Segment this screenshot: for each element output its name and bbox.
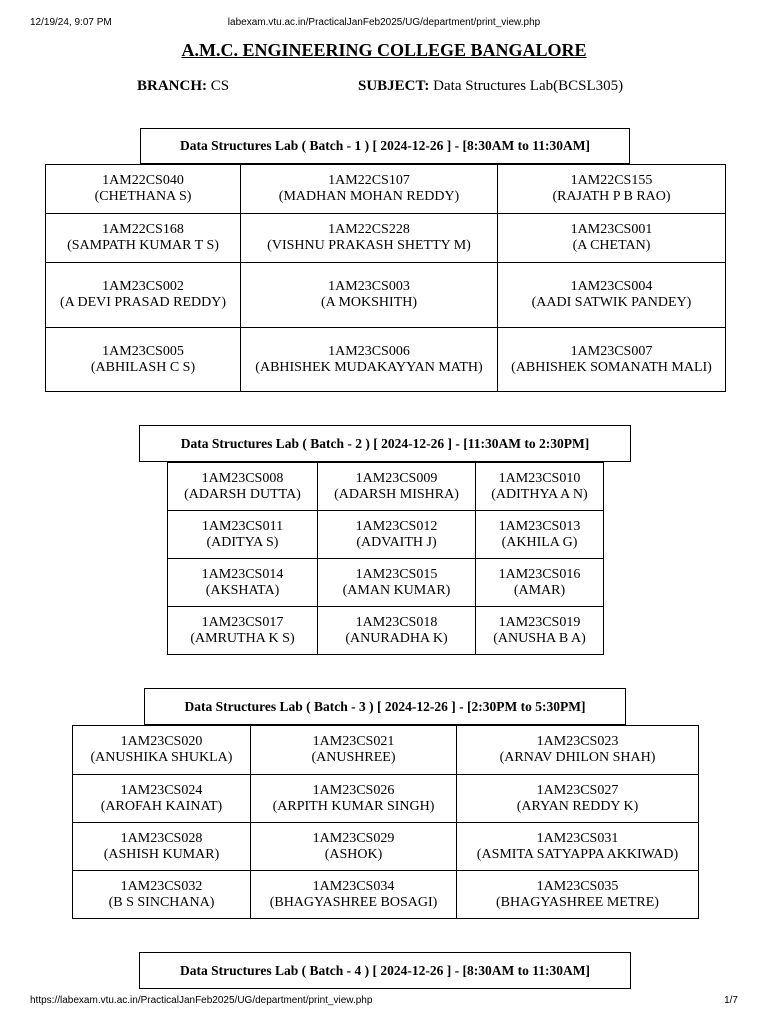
student-cell [251, 775, 457, 823]
table-row [73, 775, 699, 823]
student-cell [318, 463, 476, 511]
student-name: (MADHAN MOHAN REDDY) [278, 189, 460, 204]
student-name: (ABHISHEK SOMANATH MALI) [511, 359, 712, 375]
student-usn: 1AM23CS019 [498, 614, 581, 630]
student-name: (BHAGYASHREE BOSAGI) [269, 894, 438, 910]
student-name: (AMAR) [513, 582, 566, 598]
student-name: (RAJATH P B RAO) [552, 189, 671, 204]
batch-3-title: Data Structures Lab ( Batch - 3 ) [ 2024-12-26 ] - [2:30PM to 5:30PM] [144, 688, 626, 725]
batch-4-title: Data Structures Lab ( Batch - 4 ) [ 2024-12-26 ] - [8:30AM to 11:30AM] [139, 952, 631, 989]
student-cell [73, 871, 251, 919]
student-usn: 1AM23CS031 [536, 830, 619, 846]
student-usn: 1AM23CS004 [570, 279, 653, 294]
student-cell [476, 511, 604, 559]
student-usn: 1AM23CS017 [201, 614, 284, 630]
student-name: (AMAN KUMAR) [342, 582, 451, 598]
student-cell [241, 214, 498, 263]
student-usn: 1AM22CS040 [102, 173, 184, 188]
student-name: (AKHILA G) [501, 534, 578, 550]
student-usn: 1AM23CS024 [120, 782, 203, 798]
student-cell [251, 823, 457, 871]
student-name: (A DEVI PRASAD REDDY) [59, 295, 227, 310]
student-name: (VISHNU PRAKASH SHETTY M) [267, 238, 471, 253]
subject-value: Data Structures Lab(BCSL305) [429, 78, 624, 94]
batch-2-title: Data Structures Lab ( Batch - 2 ) [ 2024-12-26 ] - [11:30AM to 2:30PM] [139, 425, 631, 462]
student-usn: 1AM23CS018 [355, 614, 438, 630]
student-cell [318, 511, 476, 559]
student-cell [241, 263, 498, 328]
student-usn: 1AM23CS027 [536, 782, 619, 798]
student-usn: 1AM23CS016 [498, 566, 581, 582]
subject-line [358, 78, 623, 95]
student-name: (ASMITA SATYAPPA AKKIWAD) [476, 846, 679, 862]
student-cell [498, 165, 726, 214]
batch-1-table [45, 164, 726, 392]
student-usn: 1AM22CS168 [102, 222, 184, 237]
student-name: (AROFAH KAINAT) [100, 798, 223, 814]
student-cell [498, 263, 726, 328]
table-row [168, 511, 604, 559]
student-cell [168, 559, 318, 607]
student-cell [46, 263, 241, 328]
student-cell [457, 775, 699, 823]
student-name: (ABHILASH C S) [90, 359, 196, 375]
batch-3-table [72, 725, 699, 919]
table-row [168, 463, 604, 511]
table-row [46, 263, 726, 328]
table-row [73, 823, 699, 871]
student-usn: 1AM23CS011 [201, 518, 284, 534]
table-row [46, 165, 726, 214]
batch-1-title: Data Structures Lab ( Batch - 1 ) [ 2024-12-26 ] - [8:30AM to 11:30AM] [140, 128, 630, 164]
student-name: (ADARSH DUTTA) [184, 486, 301, 502]
table-row [73, 871, 699, 919]
subject-label: SUBJECT: [358, 78, 430, 94]
student-cell [251, 726, 457, 775]
student-name: (ARYAN REDDY K) [516, 798, 639, 814]
student-name: (ARNAV DHILON SHAH) [499, 750, 656, 765]
student-cell [476, 463, 604, 511]
student-name: (AMRUTHA K S) [190, 630, 295, 646]
student-usn: 1AM23CS014 [201, 566, 284, 582]
table-row [46, 214, 726, 263]
footer-url: https://labexam.vtu.ac.in/PracticalJanFeb2025/UG/department/print_view.php [30, 995, 373, 1006]
student-cell [73, 726, 251, 775]
student-cell [168, 511, 318, 559]
branch-value: CS [207, 78, 230, 94]
student-name: (ASHISH KUMAR) [103, 846, 220, 862]
student-cell [168, 607, 318, 655]
student-name: (AKSHATA) [205, 582, 280, 598]
student-cell [457, 823, 699, 871]
student-cell [241, 165, 498, 214]
table-row [168, 607, 604, 655]
student-usn: 1AM23CS029 [312, 830, 395, 846]
student-name: (SAMPATH KUMAR T S) [67, 238, 219, 253]
student-usn: 1AM23CS023 [536, 734, 619, 749]
student-name: (ANURADHA K) [345, 630, 448, 646]
table-row [168, 559, 604, 607]
student-name: (ADITHYA A N) [491, 486, 588, 502]
student-usn: 1AM23CS021 [312, 734, 395, 749]
student-name: (ANUSHA B A) [493, 630, 586, 646]
student-usn: 1AM23CS015 [355, 566, 438, 582]
student-name: (ASHOK) [324, 846, 383, 862]
student-name: (CHETHANA S) [94, 189, 192, 204]
student-cell [46, 328, 241, 392]
student-cell [46, 165, 241, 214]
student-usn: 1AM22CS228 [328, 222, 410, 237]
branch-label: BRANCH: [137, 78, 207, 94]
student-usn: 1AM23CS010 [498, 470, 581, 486]
student-cell [457, 726, 699, 775]
student-usn: 1AM23CS028 [120, 830, 203, 846]
student-cell [476, 607, 604, 655]
student-name: (ARPITH KUMAR SINGH) [272, 798, 435, 814]
student-usn: 1AM23CS026 [312, 782, 395, 798]
student-name: (B S SINCHANA) [108, 894, 215, 910]
college-title: A.M.C. ENGINEERING COLLEGE BANGALORE [181, 40, 587, 60]
student-usn: 1AM23CS007 [570, 343, 653, 359]
student-cell [318, 607, 476, 655]
student-cell [318, 559, 476, 607]
student-cell [241, 328, 498, 392]
print-header [30, 17, 738, 31]
student-usn: 1AM23CS020 [120, 734, 203, 749]
student-name: (ANUSHIKA SHUKLA) [90, 750, 233, 765]
student-usn: 1AM23CS002 [102, 279, 184, 294]
student-usn: 1AM23CS003 [328, 279, 410, 294]
student-usn: 1AM23CS005 [102, 343, 184, 359]
student-usn: 1AM23CS001 [570, 222, 653, 237]
student-usn: 1AM23CS035 [536, 878, 619, 894]
student-usn: 1AM22CS107 [328, 173, 410, 188]
student-cell [251, 871, 457, 919]
page-number: 1/7 [724, 995, 738, 1006]
print-footer [30, 995, 738, 1009]
student-usn: 1AM23CS008 [201, 470, 284, 486]
student-usn: 1AM23CS006 [328, 343, 410, 359]
student-usn: 1AM23CS009 [355, 470, 438, 486]
student-name: (ADITYA S) [206, 534, 279, 550]
table-row [46, 328, 726, 392]
print-datetime: 12/19/24, 9:07 PM [30, 17, 112, 28]
student-name: (A CHETAN) [572, 238, 651, 253]
student-usn: 1AM23CS013 [498, 518, 581, 534]
student-cell [168, 463, 318, 511]
student-name: (ADVAITH J) [356, 534, 437, 550]
student-name: (ADARSH MISHRA) [334, 486, 459, 502]
student-cell [73, 775, 251, 823]
batch-2-table [167, 462, 604, 655]
print-url: labexam.vtu.ac.in/PracticalJanFeb2025/UG/department/print_view.php [227, 17, 541, 28]
student-name: (ANUSHREE) [311, 750, 396, 765]
student-cell [476, 559, 604, 607]
student-name: (AADI SATWIK PANDEY) [531, 295, 692, 310]
student-usn: 1AM22CS155 [570, 173, 653, 188]
table-row [73, 726, 699, 775]
student-cell [498, 214, 726, 263]
student-cell [457, 871, 699, 919]
student-usn: 1AM23CS012 [355, 518, 438, 534]
student-name: (ABHISHEK MUDAKAYYAN MATH) [255, 359, 483, 375]
student-usn: 1AM23CS032 [120, 878, 203, 894]
student-cell [498, 328, 726, 392]
branch-line [137, 78, 229, 95]
student-name: (BHAGYASHREE METRE) [496, 894, 659, 910]
student-name: (A MOKSHITH) [320, 295, 418, 310]
student-usn: 1AM23CS034 [312, 878, 395, 894]
student-cell [73, 823, 251, 871]
student-cell [46, 214, 241, 263]
